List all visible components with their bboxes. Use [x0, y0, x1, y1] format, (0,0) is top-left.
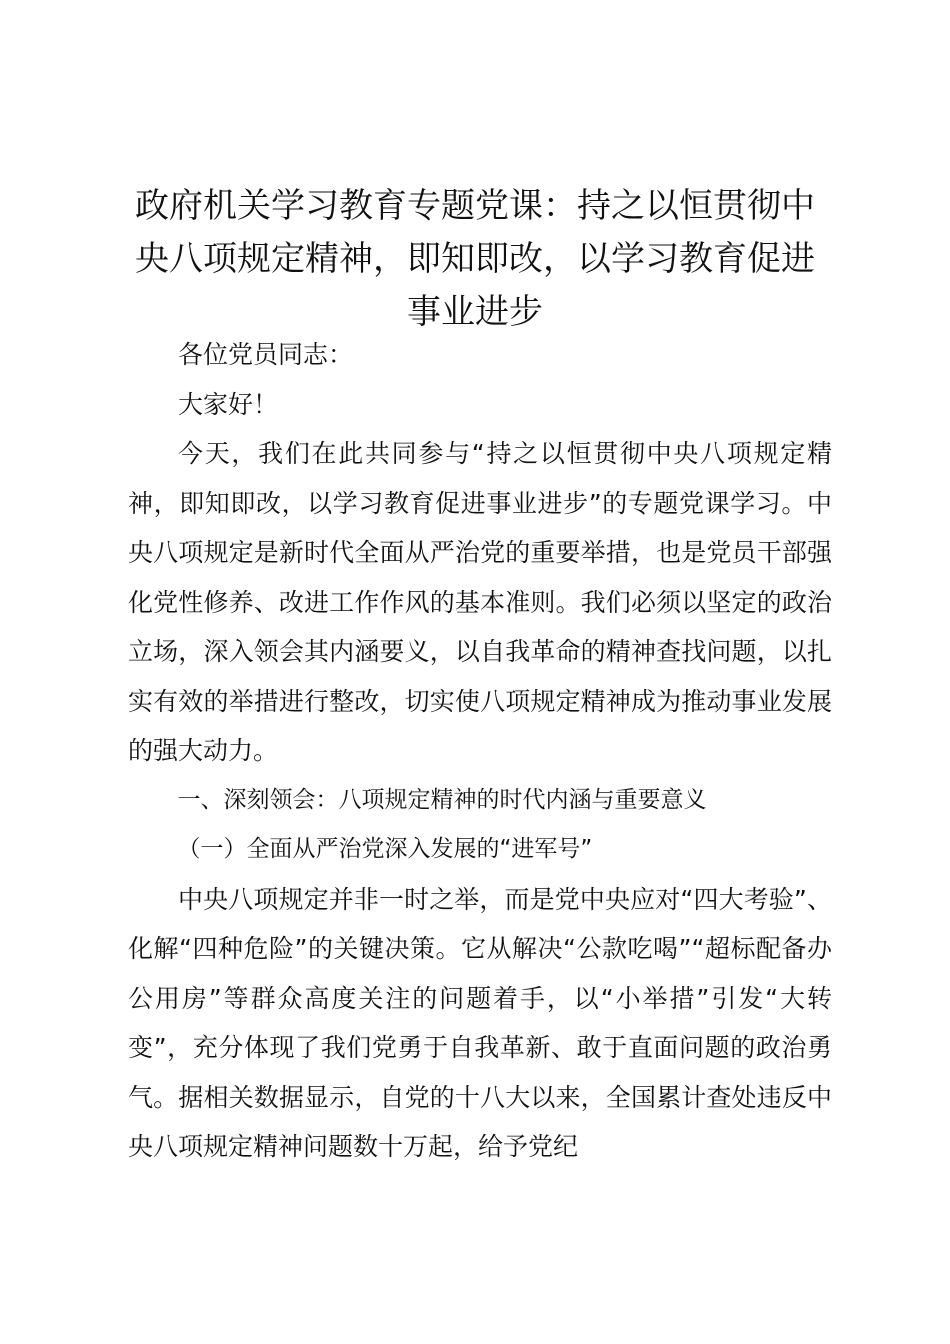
greeting: 大家好！ [178, 389, 279, 419]
section-heading: 一、深刻领会：八项规定精神的时代内涵与重要意义 [177, 786, 707, 813]
document-title [118, 180, 832, 339]
subsection-heading: （一）全面从严治党深入发展的“进军号” [177, 836, 593, 862]
document-body [128, 330, 832, 1172]
body-paragraph: 中央八项规定并非一时之举，而是党中央应对“四大考验”、化解“四种危险”的关键决策。它从解决“公款吃喝”“超标配备办公用房”等群众高度关注的问题着手，以“小举措”引发“大转变”，充分体现了我们党勇于自我革新、敢于直面问题的政治勇气。据相关数据显示，自党的十八大以来，全国累计查处违反中央八项规定精神问题数十万起，给予党纪 [128, 884, 832, 1161]
title-line-1: 政府机关学习教育专题党课：持之以恒贯彻中 [135, 186, 815, 226]
title-line-2: 央八项规定精神，即知即改，以学习教育促进 [135, 239, 815, 279]
title-line-3: 事业进步 [407, 292, 543, 332]
intro-paragraph: 今天，我们在此共同参与“持之以恒贯彻中央八项规定精神，即知即改，以学习教育促进事业进步”的专题党课学习。中央八项规定是新时代全面从严治党的重要举措，也是党员干部强化党性修养、改进工作作风的基本准则。我们必须以坚定的政治立场，深入领会其内涵要义，以自我革命的精神查找问题，以扎实有效的举措进行整改，切实使八项规定精神成为推动事业发展的强大动力。 [128, 439, 832, 765]
salutation: 各位党员同志： [178, 340, 354, 369]
